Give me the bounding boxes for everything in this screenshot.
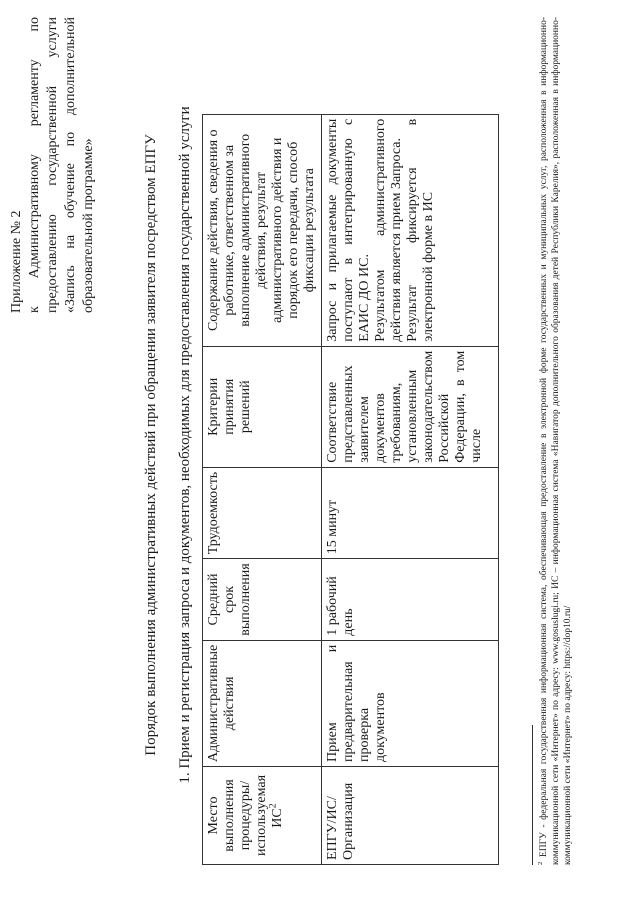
footnote	[538, 17, 574, 865]
annex-number: Приложение № 2	[9, 210, 24, 313]
header-content: Содержание действия, сведения о работнике, ответственном за выполнение административного действия, результат административного действия и порядок его передачи, способ фиксации результата	[203, 114, 322, 346]
header-labor: Трудоемкость	[203, 467, 322, 558]
procedure-table	[202, 114, 499, 865]
content-line-3: Результат фиксируется в электронной форме в ИС	[405, 118, 436, 342]
cell-content	[322, 114, 499, 346]
table-row	[322, 114, 499, 864]
header-actions: Административные действия	[203, 640, 322, 766]
header-place: Место выполнения процедуры/ используемая $ИС^2$	[203, 767, 322, 865]
cell-place: ЕПГУ/ИС/Организация	[322, 767, 499, 865]
footnote-text: ЕПГУ - федеральная государственная информационная система, обеспечивающая предоставление в электронной форме государственных и муниципальных услуг, расположенная в информационно-коммуникационной сети «Интернет» по адресу: www.gosuslugi.ru; ИС – информационная система «Навигатор дополнительного образования детей Республики Карелия», расположенная в информационно-коммуникационной сети «Интернет» по адресу: https://dop10.ru/	[539, 16, 573, 865]
annex-header	[8, 17, 98, 313]
cell-actions: Прием и предварительная проверка документов	[322, 640, 499, 766]
footnote-marker: 2	[536, 861, 544, 865]
header-criteria: Критерии принятия решений	[203, 346, 322, 467]
header-term: Средний срок выполнения	[203, 559, 322, 640]
cell-labor: 15 минут	[322, 467, 499, 558]
content-line-1: Запрос и прилагаемые документы поступают в интегрированную с ЕАИС ДО ИС.	[325, 118, 372, 342]
cell-term: 1 рабочий день	[322, 559, 499, 640]
footnote-divider	[532, 725, 533, 865]
annex-text: к Административному регламенту по предоставлению государственной услуги «Запись на обучение по дополнительной образовательной программе»	[27, 17, 96, 313]
section-title: 1. Прием и регистрация запроса и документов, необходимых для предоставления государственной услуги	[177, 106, 193, 784]
document-title: Порядок выполнения административных действий при обращении заявителя посредством ЕПГУ	[143, 134, 159, 756]
table-header-row	[203, 114, 322, 864]
cell-criteria: Соответствие представленных заявителем документов требованиям, установленным законодательством Российской Федерации, в том числе	[322, 346, 499, 467]
content-line-2: Результатом административного действия является прием Запроса.	[373, 118, 404, 342]
